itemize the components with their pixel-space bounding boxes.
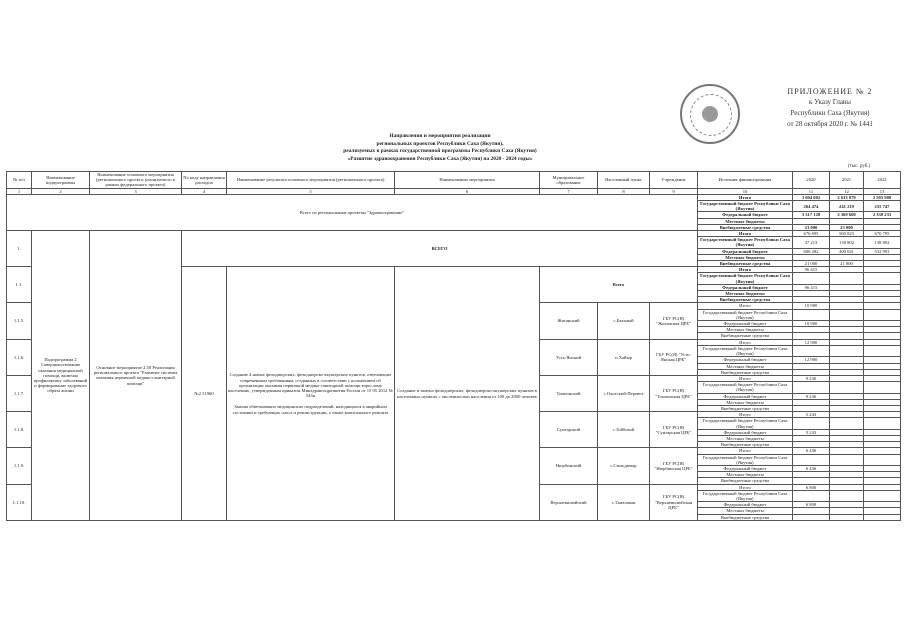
value-cell — [793, 309, 830, 320]
source-label: Итого — [698, 375, 793, 381]
value-cell: 606 282 — [793, 248, 830, 254]
source-label: Государственный бюджет Республики Саха (Якутия) — [698, 201, 793, 212]
municipality-cell: Верхневилюйский — [540, 484, 598, 520]
source-label: Государственный бюджет Республики Саха (Якутия) — [698, 418, 793, 429]
source-label: Местных бюджеты — [698, 363, 793, 369]
value-cell: 138 802 — [864, 237, 901, 248]
value-cell: 676 695 — [793, 231, 830, 237]
source-label: Внебюджетные средства — [698, 405, 793, 411]
value-cell — [864, 418, 901, 429]
institution-cell: ГБУ РС(Я) "Сунтарская ЦРБ" — [650, 412, 698, 448]
source-label: Государственный бюджет Республики Саха (Якутия) — [698, 454, 793, 465]
source-label: Государственный бюджет Республики Саха (Якутия) — [698, 237, 793, 248]
source-label: Федеральный бюджет — [698, 321, 793, 327]
header-no: № п/п — [7, 172, 32, 189]
row-number: 1.1.5. — [7, 303, 32, 339]
source-label: Местных бюджеты — [698, 472, 793, 478]
source-label: Местных бюджеты — [698, 508, 793, 514]
value-cell: 2 330 233 — [864, 212, 901, 218]
settlement-cell: п.Хайыр — [598, 339, 650, 375]
column-number: 7 — [540, 188, 598, 194]
value-cell: 96 415 — [793, 284, 830, 290]
source-label: Итого — [698, 339, 793, 345]
header-mo: Муниципальное образование — [540, 172, 598, 189]
result-text-2: Замена обветшавших медицинских подразделений, находящихся в аварийном состоянии и требующих сноса и реконструкции, а также капитального ремонта — [232, 404, 389, 415]
value-cell: 21 000 — [830, 261, 864, 267]
value-cell — [864, 309, 901, 320]
source-label: Федеральный бюджет — [698, 429, 793, 435]
institution-cell: ГБУ РС(Я) "Верхневилюйская ЦРБ" — [650, 484, 698, 520]
value-cell: 3 604 602 — [793, 194, 830, 200]
value-cell: 12 900 — [793, 339, 830, 345]
value-cell — [830, 514, 864, 520]
value-cell: 23 000 — [793, 224, 830, 230]
official-seal — [680, 84, 740, 144]
source-label: Государственный бюджет Республики Саха (Якутия) — [698, 273, 793, 284]
municipality-cell: Томпонский — [540, 375, 598, 411]
value-cell: 6 800 — [793, 502, 830, 508]
header-inst: Учреждение — [650, 172, 698, 189]
value-cell: 9 236 — [793, 375, 830, 381]
source-label: Местных бюджеты — [698, 254, 793, 260]
value-cell: 560 823 — [830, 231, 864, 237]
source-label: Внебюджетные средства — [698, 261, 793, 267]
value-cell: 400 021 — [830, 248, 864, 254]
value-cell: 6 800 — [793, 484, 830, 490]
financing-table — [6, 171, 901, 521]
municipality-cell: Жиганский — [540, 303, 598, 339]
column-number: 8 — [598, 188, 650, 194]
row-number: 1.1.7. — [7, 375, 32, 411]
value-cell: 9 236 — [793, 393, 830, 399]
column-number: 11 — [793, 188, 830, 194]
source-label: Федеральный бюджет — [698, 212, 793, 218]
block-1-label: ВСЕГО — [182, 231, 698, 267]
source-label: Итого — [698, 194, 793, 200]
value-cell: 670 795 — [864, 231, 901, 237]
column-number: 12 — [830, 188, 864, 194]
source-label: Федеральный бюджет — [698, 502, 793, 508]
value-cell — [793, 490, 830, 501]
source-label: Местных бюджеты — [698, 218, 793, 224]
column-number: 6 — [395, 188, 540, 194]
source-label: Внебюджетные средства — [698, 514, 793, 520]
table-row — [7, 172, 901, 189]
column-number: 9 — [650, 188, 698, 194]
header-result: Наименование результата основного мероприятия (регионального проекта) — [227, 172, 395, 189]
header-2022: 2022 — [864, 172, 901, 189]
value-cell — [830, 418, 864, 429]
appendix-line-4: от 28 октября 2020 г. № 1441 — [787, 120, 873, 128]
value-cell — [864, 382, 901, 393]
value-cell — [864, 490, 901, 501]
municipality-cell: Усть-Янский — [540, 339, 598, 375]
row-number: 1.1.10. — [7, 484, 32, 520]
institution-cell: ГБУ РС(Я) "Жиганская ЦРБ" — [650, 303, 698, 339]
title-line-2: региональных проектов Республики Саха (Якутия), — [376, 140, 504, 147]
source-label: Федеральный бюджет — [698, 248, 793, 254]
value-cell — [830, 345, 864, 356]
source-label: Внебюджетные средства — [698, 369, 793, 375]
header-code: По коду направления расходов — [182, 172, 227, 189]
value-cell: 6 436 — [793, 448, 830, 454]
column-number: 4 — [182, 188, 227, 194]
source-label: Внебюджетные средства — [698, 442, 793, 448]
value-cell: 532 993 — [864, 248, 901, 254]
value-cell — [793, 382, 830, 393]
value-cell: 10 900 — [793, 321, 830, 327]
value-cell: 2 369 660 — [830, 212, 864, 218]
source-label: Местных бюджеты — [698, 435, 793, 441]
value-cell — [793, 273, 830, 284]
institution-cell: ГБУ РС(Я) "Нюрбинская ЦРБ" — [650, 448, 698, 484]
value-cell — [864, 454, 901, 465]
source-label: Внебюджетные средства — [698, 478, 793, 484]
value-cell: 5 243 — [793, 412, 830, 418]
value-cell — [830, 273, 864, 284]
source-label: Государственный бюджет Республики Саха (Якутия) — [698, 309, 793, 320]
result-text-1: Создание 4 новых фельдшерских, фельдшерско-акушерских пунктов, отвечающих современным требованиям, созданных в соответствии с положением об организации оказания первичной медико-санитарной помощи взрослому населению, утвержденным приказом Минздравсоцразвития России от 15 05 2012 № 543н — [228, 372, 393, 399]
value-cell: 5 243 — [793, 429, 830, 435]
value-cell — [830, 309, 864, 320]
column-number: 13 — [864, 188, 901, 194]
value-cell: 47 213 — [793, 237, 830, 248]
appendix-line-3: Республики Саха (Якутия) — [790, 109, 870, 117]
settlement-cell: с.Охотский-Перевоз — [598, 375, 650, 411]
settlement-cell: с.Бахынай — [598, 303, 650, 339]
header-event: Наименование основного мероприятия (регионального проекта, реализуемого в рамках федерального проекта) — [90, 172, 182, 189]
municipality-cell: Нюрбинский — [540, 448, 598, 484]
value-cell — [830, 454, 864, 465]
source-label: Федеральный бюджет — [698, 284, 793, 290]
block-1-1-label: Всего — [540, 267, 698, 303]
value-cell: 21 000 — [793, 261, 830, 267]
source-label: Местных бюджеты — [698, 291, 793, 297]
value-cell: 241 219 — [830, 201, 864, 212]
value-cell — [793, 454, 830, 465]
value-cell: 23 000 — [830, 224, 864, 230]
header-source: Источник финансирования — [698, 172, 793, 189]
value-cell: 12 900 — [793, 357, 830, 363]
column-number: 5 — [227, 188, 395, 194]
source-label: Федеральный бюджет — [698, 357, 793, 363]
institution-cell: ГБУ РС(Я) "Усть-Янская ЦРБ" — [650, 339, 698, 375]
settlement-cell: с.Сюльдюкар — [598, 448, 650, 484]
program-cell: Подпрограмма 2 Совершенствование оказания медицинской помощи, включая профилактику заболеваний и формирование здорового образа жизни — [32, 231, 90, 521]
source-label: Федеральный бюджет — [698, 393, 793, 399]
value-cell: 2 633 879 — [830, 194, 864, 200]
column-number: 1 — [7, 188, 32, 194]
value-cell — [830, 382, 864, 393]
value-cell: 6 436 — [793, 465, 830, 471]
value-cell — [864, 514, 901, 520]
settlement-cell: с.Тойбохой — [598, 412, 650, 448]
column-number: 10 — [698, 188, 793, 194]
source-label: Итого — [698, 448, 793, 454]
source-label: Итого — [698, 267, 793, 273]
source-label: Местных бюджеты — [698, 327, 793, 333]
source-label: Внебюджетные средства — [698, 224, 793, 230]
source-label: Итого — [698, 412, 793, 418]
header-2021: 2021 — [830, 172, 864, 189]
header-measure: Наименование мероприятия — [395, 172, 540, 189]
appendix-header — [765, 86, 895, 130]
source-label: Внебюджетные средства — [698, 333, 793, 339]
value-cell: 255 747 — [864, 201, 901, 212]
event-cell: Основное мероприятие 2.50 Реализация регионального проекта "Развитие системы оказания первичной медико-санитарной помощи" — [90, 231, 182, 521]
title-line-1: Направления и мероприятия реализации — [389, 133, 491, 139]
document-title — [250, 133, 630, 163]
row-number: 1. — [7, 231, 32, 267]
settlement-cell: с.Тамалакан — [598, 484, 650, 520]
value-cell — [830, 490, 864, 501]
source-label: Государственный бюджет Республики Саха (Якутия) — [698, 345, 793, 356]
appendix-line-1: ПРИЛОЖЕНИЕ № 2 — [787, 87, 873, 96]
value-cell: 3 317 128 — [793, 212, 830, 218]
value-cell: 2 585 980 — [864, 194, 901, 200]
value-cell: 10 900 — [793, 303, 830, 309]
result-cell — [227, 267, 395, 521]
source-label: Итого — [698, 484, 793, 490]
value-cell — [793, 345, 830, 356]
regional-total-label: Всего по региональным проектам "Здравоохранение" — [7, 194, 698, 230]
value-cell — [864, 345, 901, 356]
value-cell — [793, 514, 830, 520]
source-label: Внебюджетные средства — [698, 297, 793, 303]
source-label: Местных бюджеты — [698, 399, 793, 405]
source-label: Итого — [698, 231, 793, 237]
institution-cell: ГБУ РС(Я) "Томпонская ЦРБ" — [650, 375, 698, 411]
row-number: 1.1.9. — [7, 448, 32, 484]
unit-label: (тыс. руб.) — [848, 164, 871, 169]
appendix-line-2: к Указу Главы — [809, 98, 851, 106]
measure-cell: Создание и замена фельдшерских, фельдшерско-акушерских пунктов в населенных пунктах с численностью населения от 100 до 2000 человек — [395, 267, 540, 521]
source-label: Государственный бюджет Республики Саха (Якутия) — [698, 490, 793, 501]
value-cell — [793, 418, 830, 429]
column-number: 3 — [90, 188, 182, 194]
value-cell: 264 474 — [793, 201, 830, 212]
header-2020: 2020 — [793, 172, 830, 189]
title-line-4: «Развитие здравоохранения Республики Саха (Якутия) на 2020 - 2024 годы» — [347, 155, 533, 162]
code-cell: №2 51960 — [182, 267, 227, 521]
row-number: 1.1.8. — [7, 412, 32, 448]
value-cell: 96 415 — [793, 267, 830, 273]
municipality-cell: Сунтарский — [540, 412, 598, 448]
source-label: Федеральный бюджет — [698, 465, 793, 471]
source-label: Государственный бюджет Республики Саха (Якутия) — [698, 382, 793, 393]
column-number: 2 — [32, 188, 90, 194]
header-settlement: Населенный пункт — [598, 172, 650, 189]
value-cell — [864, 273, 901, 284]
value-cell: 138 802 — [830, 237, 864, 248]
row-number: 1.1. — [7, 267, 32, 303]
header-program: Наименование подпрограммы — [32, 172, 90, 189]
source-label: Итого — [698, 303, 793, 309]
row-number: 1.1.6. — [7, 339, 32, 375]
title-line-3: реализуемых в рамках государственной программы Республики Саха (Якутия) — [343, 148, 537, 155]
